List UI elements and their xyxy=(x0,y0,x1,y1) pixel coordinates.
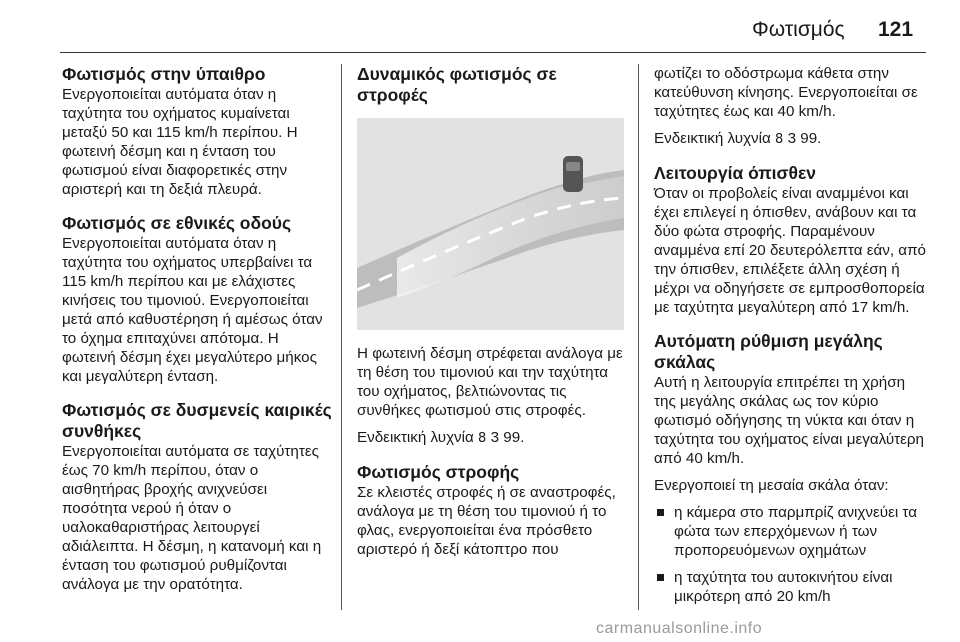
column-left xyxy=(62,64,334,608)
road-curve-graphic xyxy=(357,118,624,330)
section-title: Φωτισμός στροφής xyxy=(357,462,520,482)
page-number: 121 xyxy=(878,18,914,41)
page-title: Φωτισμός xyxy=(752,18,845,41)
section-bad-weather xyxy=(62,400,334,594)
section-title: Λειτουργία όπισθεν xyxy=(654,163,817,183)
indicator-reference: Ενδεικτική λυχνία 8 3 99. xyxy=(654,130,822,147)
figure-caption: Η φωτεινή δέσμη στρέφεται ανάλογα με τη θέση του τιμονιού και την ταχύτητα του οχήματος, βελτιώνοντας τις συνθήκες φωτισμού στις στροφές. xyxy=(357,345,623,419)
section-countryside xyxy=(62,64,334,199)
page-header xyxy=(0,0,960,48)
section-body: Αυτή η λειτουργία επιτρέπει τη χρήση της μεγάλης σκάλας ως τον κύριο φωτισμό οδήγησης τη νύκτα και όταν η ταχύτητα του οχήματος είναι μεγαλύτερη από 40 km/h. xyxy=(654,374,924,467)
cornering-light-illustration xyxy=(357,118,624,330)
section-cornering-light xyxy=(357,462,624,559)
section-reverse xyxy=(654,163,926,317)
car-icon xyxy=(563,156,583,192)
section-body: Ενεργοποιείται αυτόματα όταν η ταχύτητα του οχήματος υπερβαίνει τα 115 km/h περίπου και με ελάχιστες κινήσεις του τιμονιού. Ενεργοποιείται μετά από καθυστέρηση ή αμέσως όταν το όχημα επιταχύνει απότομα. Η φωτεινή δέσμη έχει μεγαλύτερο μήκος και μεγαλύτερη ένταση. xyxy=(62,235,323,385)
column-middle xyxy=(357,64,624,573)
page-ref-link[interactable]: 99. xyxy=(800,130,822,147)
header-divider xyxy=(60,52,926,53)
indicator-lamp-icon: 8 xyxy=(775,132,784,147)
section-highway xyxy=(62,213,334,386)
list-item: η ταχύτητα του αυτοκινήτου είναι μικρότερη από 20 km/h xyxy=(654,568,926,606)
section-title: Αυτόματη ρύθμιση μεγάλης σκάλας xyxy=(654,331,883,372)
indicator-reference: Ενδεικτική λυχνία 8 3 99. xyxy=(357,429,525,446)
page-ref-arrow-icon: 3 xyxy=(787,130,797,147)
section-auto-high-beam xyxy=(654,331,926,606)
column-divider xyxy=(341,64,342,610)
section-title: Φωτισμός σε δυσμενείς καιρικές συνθήκες xyxy=(62,400,332,441)
page-ref-arrow-icon: 3 xyxy=(490,429,500,446)
column-right xyxy=(654,64,926,620)
section-title-dynamic-cornering: Δυναμικός φωτισμός σε στροφές xyxy=(357,64,557,105)
section-body: Ενεργοποιεί τη μεσαία σκάλα όταν: xyxy=(654,477,889,494)
continued-text: φωτίζει το οδόστρωμα κάθετα στην κατεύθυνση κίνησης. Ενεργοποιείται σε ταχύτητες έως και 40 km/h. xyxy=(654,65,918,120)
column-divider xyxy=(638,64,639,610)
watermark: carmanualsonline.info xyxy=(596,620,763,637)
section-body: Όταν οι προβολείς είναι αναμμένοι και έχει επιλεγεί η όπισθεν, ανάβουν και τα δύο φώτα στροφής. Παραμένουν αναμμένα επί 20 δευτερόλεπτα εάν, από την όπισθεν, επιλέξετε άλλη σχέση ή μέχρι να οδηγήσετε σε εμπροσθοπορεία με ταχύτητα μεγαλύτερη από 17 km/h. xyxy=(654,185,926,316)
section-body: Ενεργοποιείται αυτόματα όταν η ταχύτητα του οχήματος κυμαίνεται μεταξύ 50 και 115 km/h περίπου. Η φωτεινή δέσμη και η ένταση του φωτισμού είναι διαφορετικές στην αριστερή και τη δεξιά πλευρά. xyxy=(62,86,298,198)
section-title: Φωτισμός στην ύπαιθρο xyxy=(62,64,266,84)
indicator-lamp-icon: 8 xyxy=(478,431,487,446)
page-ref-link[interactable]: 99. xyxy=(503,429,525,446)
section-body: Σε κλειστές στροφές ή σε αναστροφές, ανάλογα με τη θέση του τιμονιού ή το φλας, ενεργοποιείται ένα πρόσθετο αριστερό ή δεξί κάτοπτρο που xyxy=(357,484,616,558)
section-body: Ενεργοποιείται αυτόματα σε ταχύτητες έως 70 km/h περίπου, όταν ο αισθητήρας βροχής ανιχνεύσει ποσότητα νερού ή όταν ο υαλοκαθαριστήρας λειτουργεί αδιάλειπτα. Η δέσμη, η κατανομή και η ένταση του φωτισμού ρυθμίζονται ανάλογα με την ορατότητα. xyxy=(62,443,322,593)
condition-list xyxy=(654,503,926,606)
section-title: Φωτισμός σε εθνικές οδούς xyxy=(62,213,292,233)
list-item: η κάμερα στο παρμπρίζ ανιχνεύει τα φώτα των επερχόμενων ή των προπορευόμενων οχημάτων xyxy=(654,503,926,560)
